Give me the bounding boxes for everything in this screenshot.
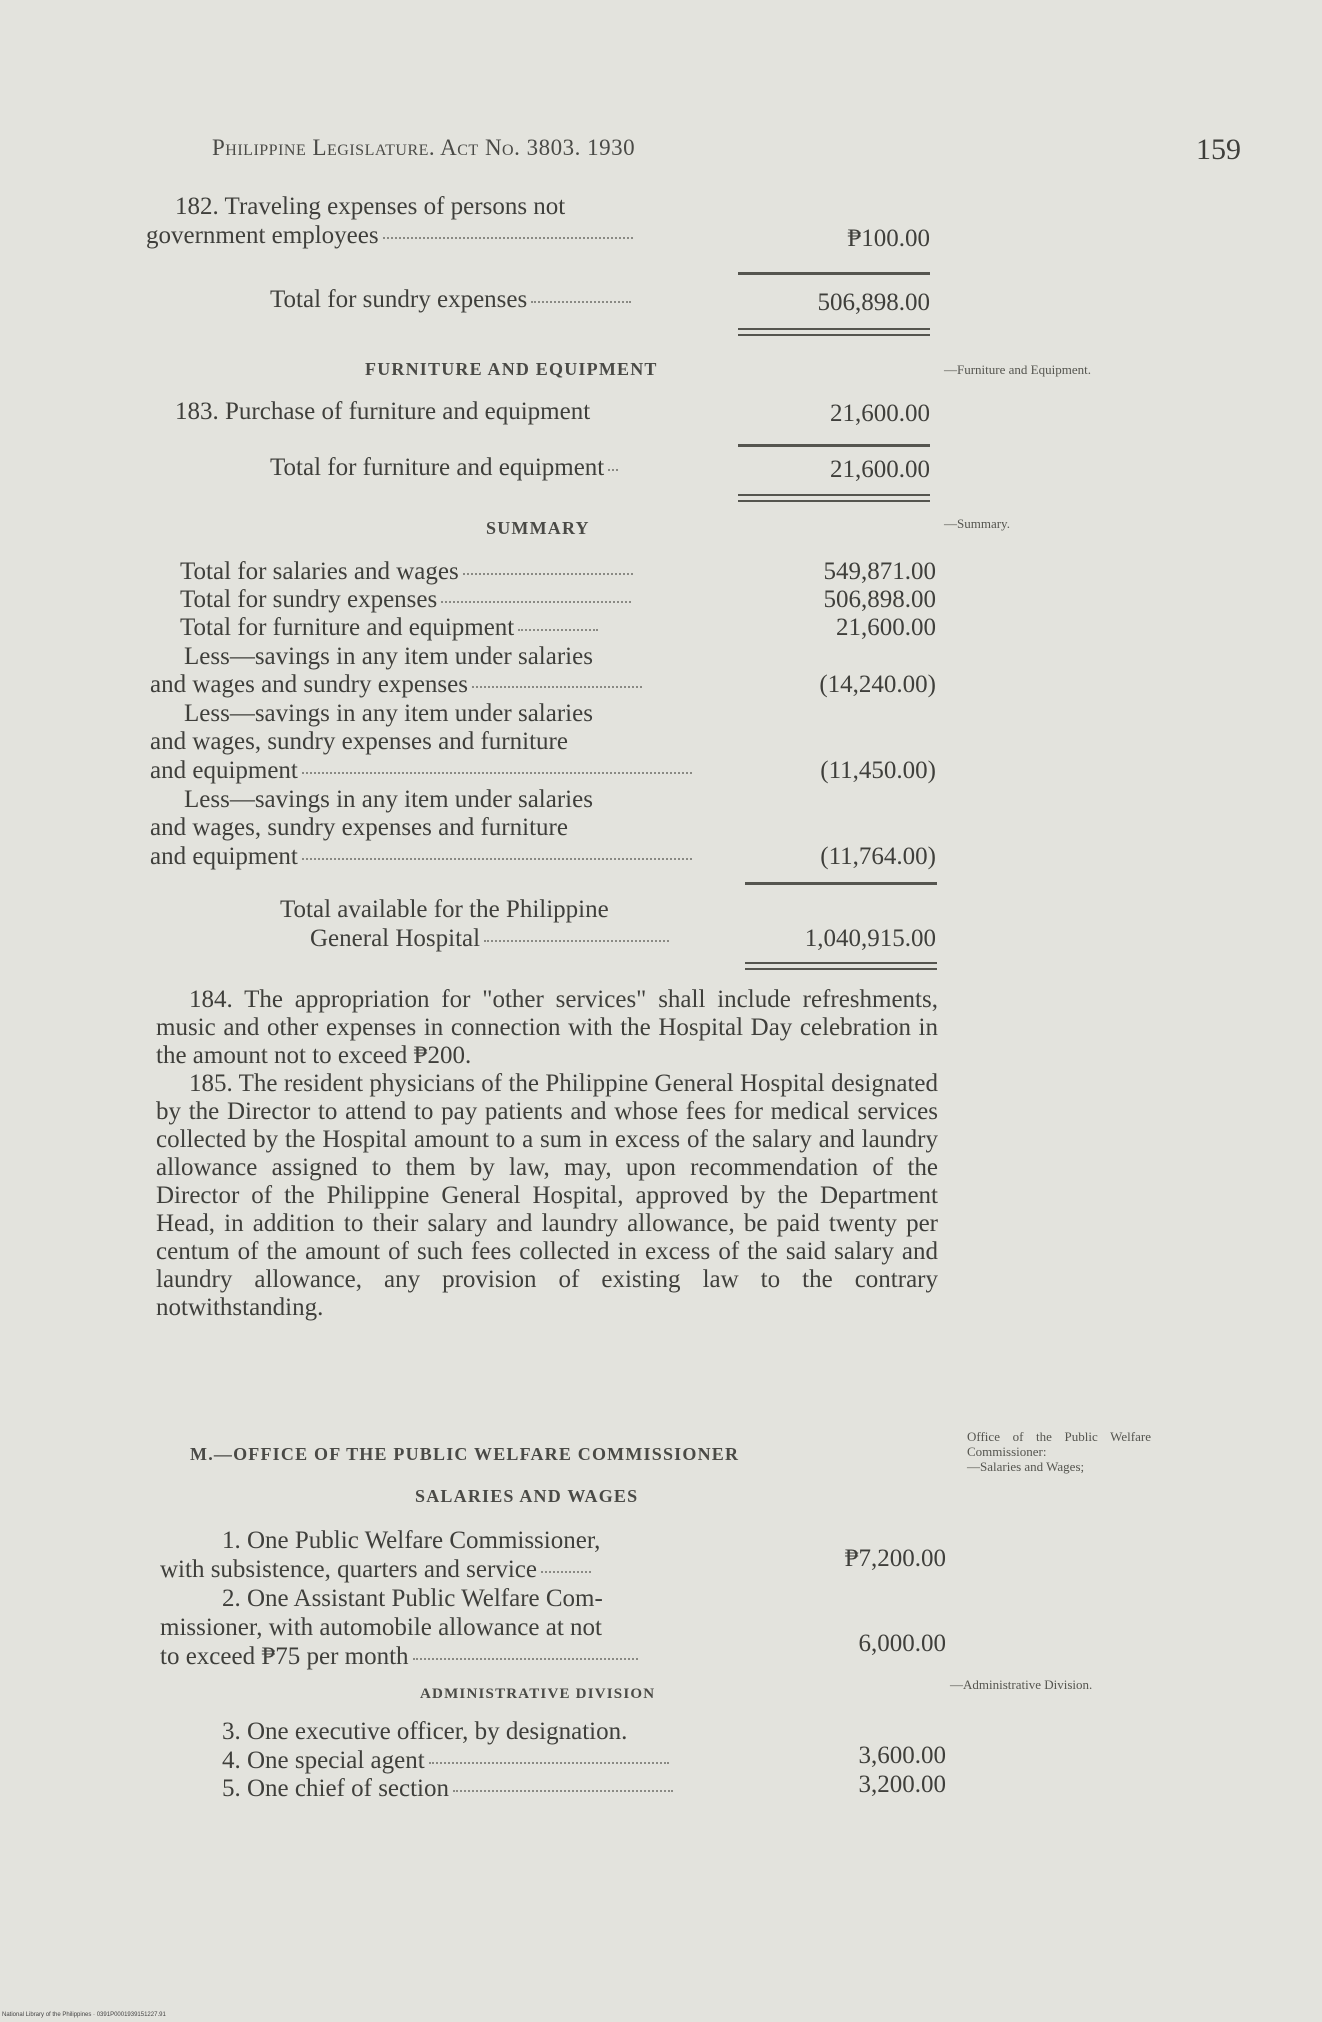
item-182-line-2: government employees <box>146 222 633 250</box>
item-182-amount: ₱100.00 <box>847 225 930 252</box>
page-number: 159 <box>1196 133 1241 166</box>
body-paragraphs <box>156 986 938 1322</box>
welfare-item-5-amount: 3,200.00 <box>858 1771 946 1798</box>
welfare-item-1-amount: ₱7,200.00 <box>844 1545 946 1572</box>
summary-total-line-1: Total available for the Philippine <box>280 896 609 923</box>
total-rule <box>738 272 930 275</box>
double-rule <box>738 494 930 502</box>
welfare-heading: M.—OFFICE OF THE PUBLIC WELFARE COMMISSIONER <box>190 1444 740 1464</box>
item-183: 183. Purchase of furniture and equipment <box>175 398 591 425</box>
summary-less-2-amount: (11,450.00) <box>820 757 936 784</box>
summary-less-2-line-2: and wages, sundry expenses and furniture <box>150 728 568 755</box>
summary-less-1-amount: (14,240.00) <box>819 671 936 698</box>
paragraph-184: 184. The appropriation for "other services" shall include refreshments, music and other expenses in connection with the Hospital Day celebration in the amount not to exceed ₱200. <box>156 986 938 1069</box>
welfare-item-1-line-2: with subsistence, quarters and service <box>160 1556 591 1584</box>
summary-less-2-line-3: and equipment <box>150 757 692 785</box>
salaries-heading: SALARIES AND WAGES <box>415 1486 639 1506</box>
welfare-item-3: 3. One executive officer, by designation. <box>222 1718 628 1745</box>
item-183-amount: 21,600.00 <box>830 400 930 427</box>
welfare-item-4: 4. One special agent <box>222 1747 669 1775</box>
furniture-heading: FURNITURE AND EQUIPMENT <box>365 359 658 379</box>
summary-salaries-label: Total for salaries and wages <box>180 558 633 586</box>
summary-side-note: —Summary. <box>944 516 1010 531</box>
scan-credit: National Library of the Philippines · 0391P0001939151227.91 <box>2 2012 166 2018</box>
summary-less-3-line-1: Less—savings in any item under salaries <box>184 786 593 813</box>
summary-furniture-amount: 21,600.00 <box>836 614 936 641</box>
administrative-division-side-note: —Administrative Division. <box>950 1677 1093 1692</box>
welfare-item-2-amount: 6,000.00 <box>858 1630 946 1657</box>
summary-sundry-amount: 506,898.00 <box>823 586 936 613</box>
summary-furniture-label: Total for furniture and equipment <box>180 614 598 642</box>
summary-less-3-line-2: and wages, sundry expenses and furniture <box>150 814 568 841</box>
summary-less-1-line-1: Less—savings in any item under salaries <box>184 643 593 670</box>
furniture-total-label: Total for furniture and equipment <box>270 454 618 482</box>
double-rule <box>738 328 930 336</box>
administrative-division-heading: ADMINISTRATIVE DIVISION <box>420 1686 656 1702</box>
double-rule <box>745 962 937 970</box>
welfare-item-2-line-1: 2. One Assistant Public Welfare Com- <box>222 1585 603 1612</box>
total-rule <box>738 444 930 447</box>
running-head: Philippine Legislature. Act No. 3803. 1930 <box>212 135 636 160</box>
welfare-item-2-line-3: to exceed ₱75 per month <box>160 1643 638 1671</box>
welfare-item-5: 5. One chief of section <box>222 1775 673 1803</box>
summary-salaries-amount: 549,871.00 <box>823 558 936 585</box>
paragraph-185: 185. The resident physicians of the Philippine General Hospital designated by the Director to attend to pay patients and whose fees for medical services collected by the Hospital amount to a sum in excess of the salary and laundry allowance assigned to them by law, may, upon recommendation of the Director of the Philippine General Hospital, approved by the Department Head, in addition to their salary and laundry allowance, be paid twenty per centum of the amount of such fees collected in excess of the said salary and laundry allowance, any provision of existing law to the contrary notwithstanding. <box>156 1070 938 1321</box>
welfare-side-note: Office of the Public Welfare Commissioner: —Salaries and Wages; <box>967 1429 1151 1474</box>
summary-less-3-line-3: and equipment <box>150 843 692 871</box>
furniture-total-amount: 21,600.00 <box>830 456 930 483</box>
summary-sundry-label: Total for sundry expenses <box>180 586 631 614</box>
summary-less-3-amount: (11,764.00) <box>820 843 936 870</box>
summary-less-1-line-2: and wages and sundry expenses <box>150 671 642 699</box>
summary-less-2-line-1: Less—savings in any item under salaries <box>184 700 593 727</box>
summary-heading: SUMMARY <box>486 518 590 538</box>
item-182-line-1: 182. Traveling expenses of persons not <box>175 193 566 220</box>
welfare-item-2-line-2: missioner, with automobile allowance at not <box>160 1614 602 1641</box>
summary-total-amount: 1,040,915.00 <box>804 925 936 952</box>
welfare-item-4-amount: 3,600.00 <box>858 1742 946 1769</box>
sundry-total-label: Total for sundry expenses <box>270 286 631 314</box>
welfare-item-1-line-1: 1. One Public Welfare Commissioner, <box>222 1527 601 1554</box>
summary-total-line-2: General Hospital <box>310 925 669 953</box>
sundry-total-amount: 506,898.00 <box>817 289 930 316</box>
total-rule <box>745 882 937 885</box>
furniture-side-note: —Furniture and Equipment. <box>944 362 1091 377</box>
